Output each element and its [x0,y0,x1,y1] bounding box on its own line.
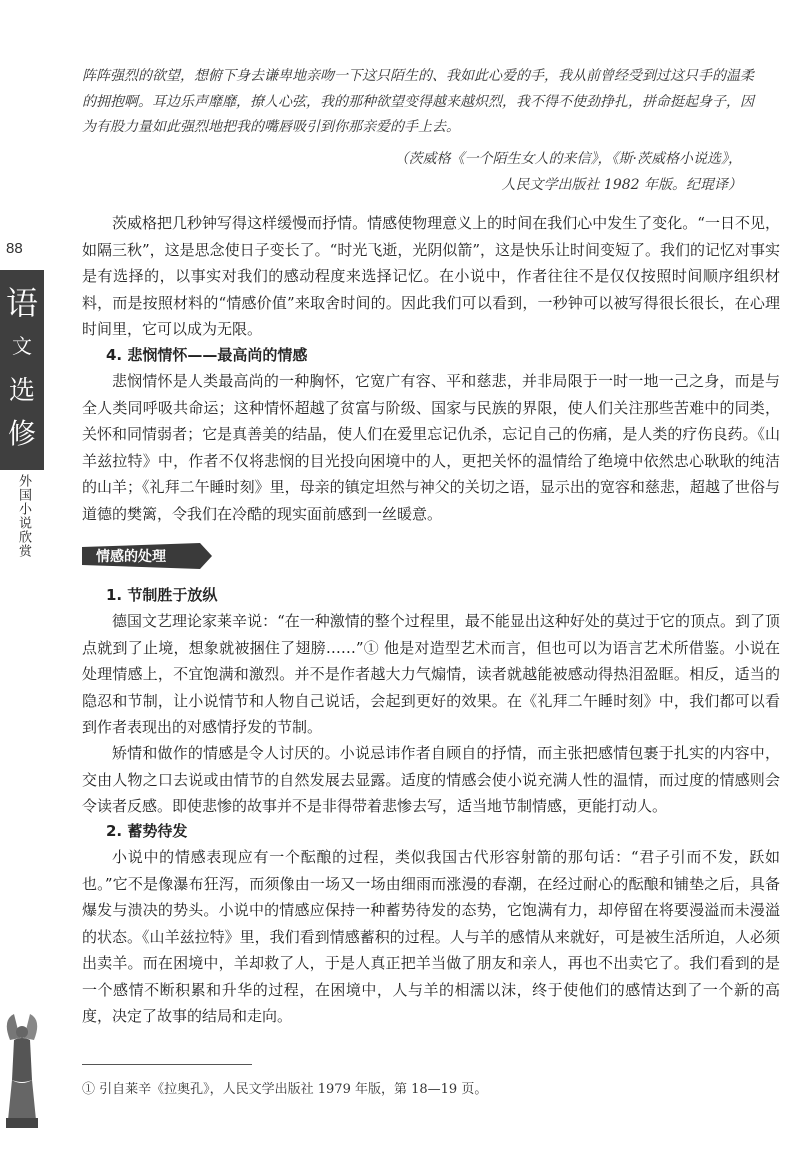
quote-citation-line1: （茨威格《一个陌生女人的来信》，《斯·茨威格小说选》， [394,151,742,167]
quote-citation-line2: 人民文学出版社 1982 年版。纪琨译） [501,177,742,193]
heading-compassion: 4. 悲悯情怀——最高尚的情感 [106,346,308,364]
paragraph-restraint: 德国文艺理论家莱辛说：“在一种激情的整个过程里，最不能显出这种好处的莫过于它的顶点。到了顶点就到了止境，想象就被捆住了翅膀……”① 他是对造型艺术而言，但也可以为语言艺术所借鉴。小说在处理情感上，不宜饱满和激烈。并不是作者越大力气煽情，读者就越能被感动得热泪盈眶。相反，适当的隐忍和节制，让小说情节和人物自己说话，会起到更好的效果。在《礼拜二午睡时刻》中，我们都可以看到作者表现出的对感情抒发的节制。 [82,612,780,736]
paragraph-buildup: 小说中的情感表现应有一个酝酿的过程，类似我国古代形容射箭的那句话：“君子引而不发，跃如也。”它不是像瀑布狂泻，而须像由一场又一场由细雨而涨漫的春潮，在经过耐心的酝酿和铺垫之后，具备爆发与溃决的势头。小说中的情感应保持一种蓄势待发的态势，它饱满有力，却停留在将要漫溢而未漫溢的状态。《山羊兹拉特》里，我们看到情感蓄积的过程。人与羊的感情从来就好，可是被生活所迫，人必须出卖羊。而在困境中，羊却救了人，于是人真正把羊当做了朋友和亲人，再也不出卖它了。我们看到的是一个感情不断积累和升华的过程，在困境中，人与羊的相濡以沫，终于使他们的感情达到了一个新的高度，决定了故事的结局和走向。 [82,848,780,1025]
heading-buildup: 2. 蓄势待发 [106,822,188,840]
quote-block: 阵阵强烈的欲望，想俯下身去谦卑地亲吻一下这只陌生的、我如此心爱的手，我从前曾经受到过这只手的温柔的拥抱啊。耳边乐声靡靡，撩人心弦，我的那种欲望变得越来越炽烈，我不得不使劲挣扎，拼命挺起身子，因为有股力量如此强烈地把我的嘴唇吸引到你那亲爱的手上去。 [82,68,754,135]
page-number: 88 [6,240,23,257]
book-title: 外国小说欣赏 [16,474,31,558]
series-char-2: 文 [12,334,32,358]
paragraph-affectation: 矫情和做作的情感是令人讨厌的。小说忌讳作者自顾自的抒情，而主张把感情包裹于扎实的内容中，交由人物之口去说或由情节的自然发展去显露。适度的情感会使小说充满人性的温情，而过度的情感则会令读者反感。即使悲惨的故事并不是非得带着悲惨去写，适当地节制情感，更能打动人。 [82,744,780,815]
angel-statue-image [0,1010,44,1130]
heading-restraint: 1. 节制胜于放纵 [106,586,218,604]
series-char-1: 语 [5,284,38,322]
section-tag-label: 情感的处理 [96,549,166,565]
paragraph-compassion: 悲悯情怀是人类最高尚的一种胸怀，它宽广有容、平和慈悲，并非局限于一时一地一己之身，而是与全人类同呼吸共命运；这种情怀超越了贫富与阶级、国家与民族的界限，使人们关注那些苦难中的同类，关怀和同情弱者；它是真善美的结晶，使人们在爱里忘记仇杀，忘记自己的伤痛，是人类的疗伤良药。《山羊兹拉特》中，作者不仅将悲悯的目光投向困境中的人，更把关怀的温情给了绝境中依然忠心耿耿的纯洁的山羊；《礼拜二午睡时刻》里，母亲的镇定坦然与神父的关切之语，显示出的宽容和慈悲，超越了世俗与道德的樊篱，令我们在冷酷的现实面前感到一丝暖意。 [82,372,780,523]
footnote-divider [82,1064,252,1065]
paragraph-time: 茨威格把几秒钟写得这样缓慢而抒情。情感使物理意义上的时间在我们心中发生了变化。“一日不见，如隔三秋”，这是思念使日子变长了。“时光飞逝，光阴似箭”，这是快乐让时间变短了。我们的记忆对事实是有选择的，以事实对我们的感动程度来选择记忆。在小说中，作者往往不是仅仅按照时间顺序组织材料，而是按照材料的“情感价值”来取舍时间的。因此我们可以看到，一秒钟可以被写得很长很长，在心理时间里，它可以成为无限。 [82,214,781,338]
series-char-4: 修 [7,417,36,450]
footnote: ① 引自莱辛《拉奥孔》，人民文学出版社 1979 年版，第 18—19 页。 [82,1082,488,1097]
series-char-3: 选 [8,376,35,406]
